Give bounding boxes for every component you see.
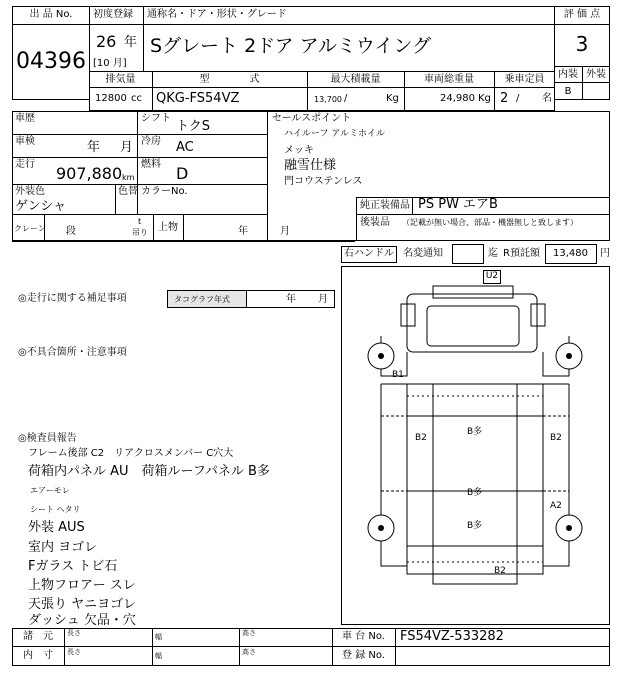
inspection-label: 車検 <box>15 136 35 147</box>
tacho-year: 年 <box>286 294 296 305</box>
name-change-label: 名変通知 <box>403 248 443 259</box>
max-load-value: 13,700 <box>314 95 342 104</box>
grade-header: 通称名・ドア・形状・グレード <box>147 9 287 20</box>
chassis-value: FS54VZ-533282 <box>400 629 504 644</box>
mileage-value: 907,880 <box>56 164 123 183</box>
inspection-year: 年 <box>87 140 101 155</box>
max-load-sep: / <box>344 93 348 104</box>
footer-height-label-2: 高さ <box>242 648 256 656</box>
mark-b1: B1 <box>392 370 404 380</box>
capacity-label: 乗車定員 <box>504 74 545 85</box>
inspector-line-6: 室内 ヨゴレ <box>28 540 98 555</box>
recycle-value: 13,480 <box>553 248 588 259</box>
footer-interior-label: 内 寸 <box>23 650 53 661</box>
first-reg-month: [10 月] <box>93 58 127 69</box>
inspector-label: ◎検査員報告 <box>18 433 77 444</box>
capacity-sep: / <box>516 93 520 104</box>
first-reg-label: 初度登録 <box>93 9 133 20</box>
inspector-line-10: ダッシュ 欠品・穴 <box>28 613 136 628</box>
color-change-label: 色替 <box>118 186 138 197</box>
sales-point-2: メッキ <box>284 145 314 156</box>
sales-point-1: ハイルーフ アルミホイル <box>284 129 386 139</box>
history-label: 車歴 <box>15 113 35 124</box>
ext-color-label: 外装色 <box>15 186 45 197</box>
displacement-value: 12800 <box>95 93 127 104</box>
inspector-line-1: フレーム後部 C2 リアクロスメンバー C穴大 <box>28 448 234 459</box>
gvw-value: 24,980 <box>440 93 475 104</box>
rhd-label: 右ハンドル <box>344 248 394 259</box>
footer-length-label-1: 長さ <box>67 629 81 637</box>
mileage-unit: km <box>122 173 135 182</box>
sales-point-3: 融雪仕様 <box>284 158 337 173</box>
tacho-label: タコグラフ年式 <box>174 295 230 304</box>
inspector-line-9: 天張り ヤニヨゴレ <box>28 597 137 612</box>
exterior-grade-label: 外装 <box>586 69 606 80</box>
dealer-label: 迄 <box>488 248 498 259</box>
recycle-unit: 円 <box>600 248 610 259</box>
aftermarket-label: 後装品 <box>360 217 390 228</box>
model-name: Sグレート 2ドア アルミウイング <box>150 35 431 57</box>
inspector-line-7: Fガラス トビ石 <box>28 559 118 574</box>
first-reg-year-unit: 年 <box>124 35 138 50</box>
body-label: 上物 <box>158 222 178 233</box>
inspector-line-4: シート ヘタリ <box>30 505 81 514</box>
equipment-value: PS PW エアB <box>418 197 498 212</box>
ext-color-value: ゲンシャ <box>15 199 67 214</box>
body-year: 年 <box>238 226 248 237</box>
ac-label: 冷房 <box>141 136 161 147</box>
mark-u2: U2 <box>485 271 499 281</box>
sales-point-4: 門コウステンレス <box>284 176 363 187</box>
footer-specs-label: 諸 元 <box>23 631 53 642</box>
mileage-label: 走行 <box>15 159 35 170</box>
name-change-box <box>452 244 484 264</box>
crane-t: t <box>138 217 142 226</box>
body-month: 月 <box>280 226 290 237</box>
sales-points-label: セールスポイント <box>272 113 352 124</box>
inspector-line-5: 外装 AUS <box>28 520 85 535</box>
mark-b2-bottom: B2 <box>494 566 506 576</box>
gvw-unit: Kg <box>478 93 491 104</box>
score-label: 評 価 点 <box>563 9 601 20</box>
tacho-month: 月 <box>318 294 328 305</box>
interior-grade: B <box>564 86 572 97</box>
ac-value: AC <box>176 140 194 155</box>
shift-value: トクS <box>176 119 210 134</box>
inspector-line-3: エアーモレ <box>30 486 70 495</box>
crane-hang: 吊り <box>132 228 148 237</box>
mark-b2-right: B2 <box>550 433 562 443</box>
color-no-label: カラーNo. <box>141 186 188 197</box>
fuel-value: D <box>176 164 189 183</box>
inspector-line-8: 上物フロアー スレ <box>28 578 136 593</box>
mark-b2-left: B2 <box>415 433 427 443</box>
mark-bmany-3: B多 <box>467 521 483 531</box>
footer-height-label-1: 高さ <box>242 629 256 637</box>
fuel-label: 燃料 <box>141 159 161 170</box>
lot-number: 04396 <box>16 49 86 74</box>
footer-box <box>12 628 610 666</box>
registration-label: 登 録 No. <box>342 650 385 661</box>
inspection-month: 月 <box>120 140 134 155</box>
shift-label: シフト <box>141 113 171 124</box>
equipment-label: 純正装備品 <box>360 200 410 211</box>
footer-length-label-2: 長さ <box>67 648 81 656</box>
capacity-value: 2 <box>500 91 509 106</box>
aftermarket-note: （記載が無い場合、部品・機器無しと致します） <box>402 218 578 227</box>
crane-stage: 段 <box>66 226 76 237</box>
mark-bmany-2: B多 <box>467 488 483 498</box>
lot-label: 出 品 No. <box>29 9 73 20</box>
footer-width-label-1: 幅 <box>155 633 162 641</box>
first-reg-year: 26 <box>96 32 117 51</box>
max-load-label: 最大積載量 <box>330 74 381 85</box>
model-label: 型 式 <box>199 74 260 85</box>
displacement-label: 排気量 <box>105 74 136 85</box>
mark-a2: A2 <box>550 501 562 511</box>
interior-grade-label: 内装 <box>558 69 578 80</box>
max-load-unit: Kg <box>386 93 399 104</box>
mark-bmany-1: B多 <box>467 427 483 437</box>
capacity-unit: 名 <box>542 93 552 104</box>
chassis-label: 車 台 No. <box>342 631 385 642</box>
driving-remarks-label: ◎走行に関する補足事項 <box>18 293 127 304</box>
truck-diagram <box>341 266 610 625</box>
model-code: QKG-FS54VZ <box>156 91 240 106</box>
footer-width-label-2: 幅 <box>155 652 162 660</box>
defects-label: ◎不具合箇所・注意事項 <box>18 347 127 358</box>
inspector-line-2: 荷箱内パネル AU 荷箱ルーフパネル B多 <box>28 464 270 479</box>
recycle-label: R預託額 <box>503 248 540 259</box>
displacement-unit: cc <box>131 93 142 104</box>
gvw-label: 車両総重量 <box>424 74 474 85</box>
crane-label: クレーン <box>14 224 46 233</box>
score-value: 3 <box>575 32 589 56</box>
